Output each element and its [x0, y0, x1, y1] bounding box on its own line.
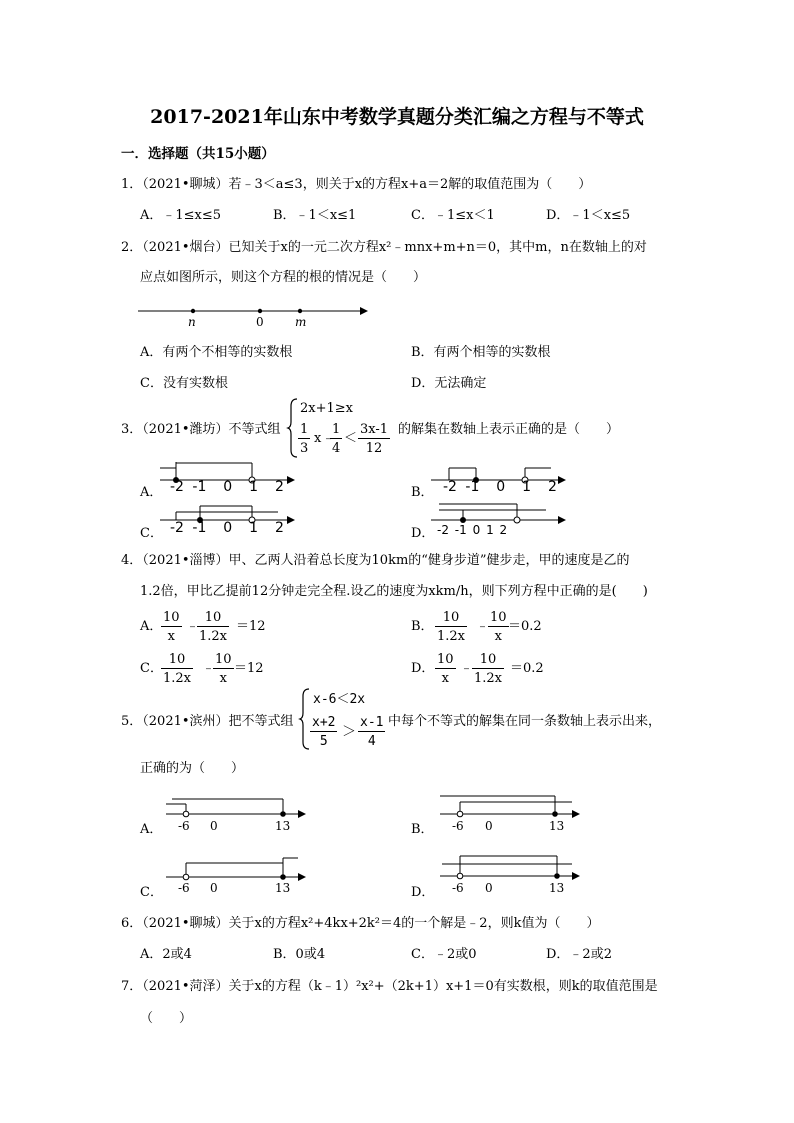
question-4-a-frac-2: $\frac{10}{1.2x}$: [199, 610, 228, 644]
question-2-option-d[interactable]: D．无法确定: [411, 376, 487, 391]
question-5-brace: [300, 688, 310, 750]
question-4-option-c[interactable]: C．: [140, 661, 163, 676]
question-5-inequality-1: x-6＜2x: [313, 692, 366, 707]
question-6-option-c[interactable]: C．﹣2或0: [411, 947, 477, 962]
question-5-a-tick-13: 13: [275, 819, 291, 833]
question-5-c-tick-0: 0: [210, 881, 218, 895]
point-n: [191, 309, 195, 313]
question-4-option-d[interactable]: D．: [411, 661, 435, 676]
question-5-option-a[interactable]: A．: [140, 822, 163, 837]
question-1-option-d[interactable]: D．﹣1＜x≤5: [546, 208, 631, 223]
question-3-x: x: [314, 431, 322, 446]
question-3-less-than: ＜: [344, 431, 358, 446]
question-1-option-a[interactable]: A．﹣1≤x≤5: [140, 208, 222, 223]
page-title: 2017-2021年山东中考数学真题分类汇编之方程与不等式: [150, 106, 644, 128]
question-3-option-a[interactable]: A．: [140, 485, 163, 500]
question-3-graph-a-ticks: -2 -1 0 1 2: [170, 479, 284, 495]
question-4-c-minus: ﹣: [202, 661, 216, 676]
question-3-option-d[interactable]: D．: [411, 526, 435, 541]
question-6-option-a[interactable]: A．2或4: [140, 947, 192, 962]
question-4-c-frac-2: $\frac{10}{x}$: [215, 652, 232, 686]
question-5-fraction-2: $\frac{x-1}{4}$: [360, 715, 384, 749]
question-5-b-tick-neg6: -6: [452, 819, 464, 833]
question-2-number-line: [138, 303, 368, 333]
question-3-graph-d-ticks: -2 -1 0 1 2: [437, 523, 508, 537]
question-2-option-b[interactable]: B．有两个相等的实数根: [411, 345, 551, 360]
question-4-b-minus: ﹣: [476, 619, 490, 634]
question-4-stem-line1: 4．（2021•淄博）甲、乙两人沿着总长度为10km的“健身步道”健步走，甲的速度是乙的: [121, 553, 630, 568]
question-3-inequality-1: 2x+1≥x: [300, 401, 353, 416]
question-2-stem-line1: 2．（2021•烟台）已知关于x的一元二次方程x²﹣mnx+m+n＝0，其中m，n在数轴上的对: [121, 240, 647, 255]
question-4-a-frac-1: $\frac{10}{x}$: [163, 610, 180, 644]
question-5-d-tick-13: 13: [549, 881, 565, 895]
section-heading: 一．选择题（共15小题）: [121, 146, 275, 162]
question-5-graph-b[interactable]: [440, 792, 580, 822]
question-4-b-rhs: ＝0.2: [508, 619, 542, 634]
question-6-option-d[interactable]: D．﹣2或2: [546, 947, 612, 962]
question-4-a-minus: ﹣: [186, 619, 200, 634]
point-m: [298, 309, 302, 313]
question-3-fraction-3: $\frac{3x-1}{12}$: [360, 422, 389, 456]
question-5-c-tick-neg6: -6: [178, 881, 190, 895]
question-5-a-tick-neg6: -6: [178, 819, 190, 833]
question-5-a-tick-0: 0: [210, 819, 218, 833]
question-3-option-c[interactable]: C．: [140, 526, 163, 541]
question-5-option-b[interactable]: B．: [411, 822, 434, 837]
question-2-option-a[interactable]: A．有两个不相等的实数根: [140, 345, 293, 360]
question-5-prefix: 5．（2021•滨州）把不等式组: [121, 714, 294, 729]
label-zero: 0: [256, 315, 264, 329]
question-3-option-b[interactable]: B．: [411, 485, 434, 500]
question-5-c-tick-13: 13: [275, 881, 291, 895]
question-7-stem-line1: 7．（2021•菏泽）关于x的方程（k﹣1）²x²+（2k+1）x+1＝0有实数根，则k的取值范围是: [121, 979, 658, 994]
question-5-d-tick-0: 0: [485, 881, 493, 895]
question-3-fraction-1: $\frac{1}{3}$: [300, 422, 309, 456]
question-3-fraction-2: $\frac{1}{4}$: [332, 422, 341, 456]
question-4-c-frac-1: $\frac{10}{1.2x}$: [163, 652, 192, 686]
label-n: n: [188, 315, 196, 329]
question-5-b-tick-13: 13: [549, 819, 565, 833]
question-7-stem-line2: （ ）: [140, 1011, 193, 1026]
question-1-stem: 1．（2021•聊城）若﹣3＜a≤3，则关于x的方程x+a＝2解的取值范围为（ ）: [121, 177, 592, 192]
question-5-option-d[interactable]: D．: [411, 885, 435, 900]
question-4-b-frac-2: $\frac{10}{x}$: [490, 610, 507, 644]
question-6-stem: 6．（2021•聊城）关于x的方程x²+4kx+2k²＝4的一个解是﹣2，则k值为（ ）: [121, 916, 600, 931]
question-2-stem-line2: 应点如图所示，则这个方程的根的情况是（ ）: [140, 270, 427, 285]
question-3-prefix: 3．（2021•潍坊）不等式组: [121, 422, 281, 437]
question-4-a-rhs: ＝12: [236, 619, 266, 634]
question-5-fraction-1: $\frac{x+2}{5}$: [312, 715, 336, 749]
question-5-d-tick-neg6: -6: [452, 881, 464, 895]
question-1-option-c[interactable]: C．﹣1≤x＜1: [411, 208, 495, 223]
question-1-option-b[interactable]: B．﹣1＜x≤1: [273, 208, 357, 223]
question-4-c-rhs: ＝12: [234, 661, 264, 676]
label-m: m: [295, 315, 307, 329]
question-4-d-frac-2: $\frac{10}{1.2x}$: [474, 652, 503, 686]
question-2-option-c[interactable]: C．没有实数根: [140, 376, 228, 391]
question-4-b-frac-1: $\frac{10}{1.2x}$: [437, 610, 466, 644]
question-5-b-tick-0: 0: [485, 819, 493, 833]
question-6-option-b[interactable]: B．0或4: [273, 947, 326, 962]
question-3-minus: ﹣: [322, 431, 336, 446]
point-zero: [258, 309, 262, 313]
question-5-option-c[interactable]: C．: [140, 885, 163, 900]
question-4-d-minus: ﹣: [460, 661, 474, 676]
question-4-option-b[interactable]: B．: [411, 619, 434, 634]
question-4-d-rhs: ＝0.2: [510, 661, 544, 676]
question-4-stem-line2: 1.2倍，甲比乙提前12分钟走完全程.设乙的速度为xkm/h，则下列方程中正确的是( ): [140, 584, 648, 599]
question-5-graph-d[interactable]: [440, 852, 580, 884]
question-3-graph-c-ticks: -2 -1 0 1 2: [170, 520, 284, 536]
question-3-graph-b-ticks: -2 -1 0 1 2: [443, 479, 557, 495]
question-3-brace: [288, 398, 298, 458]
question-4-option-a[interactable]: A．: [140, 619, 163, 634]
question-5-suffix: 中每个不等式的解集在同一条数轴上表示出来，: [388, 714, 662, 729]
question-4-d-frac-1: $\frac{10}{x}$: [437, 652, 454, 686]
question-5-greater-than: ＞: [342, 724, 356, 740]
question-3-suffix: 的解集在数轴上表示正确的是（ ）: [398, 422, 620, 437]
question-5-stem-line2: 正确的为（ ）: [140, 761, 245, 776]
